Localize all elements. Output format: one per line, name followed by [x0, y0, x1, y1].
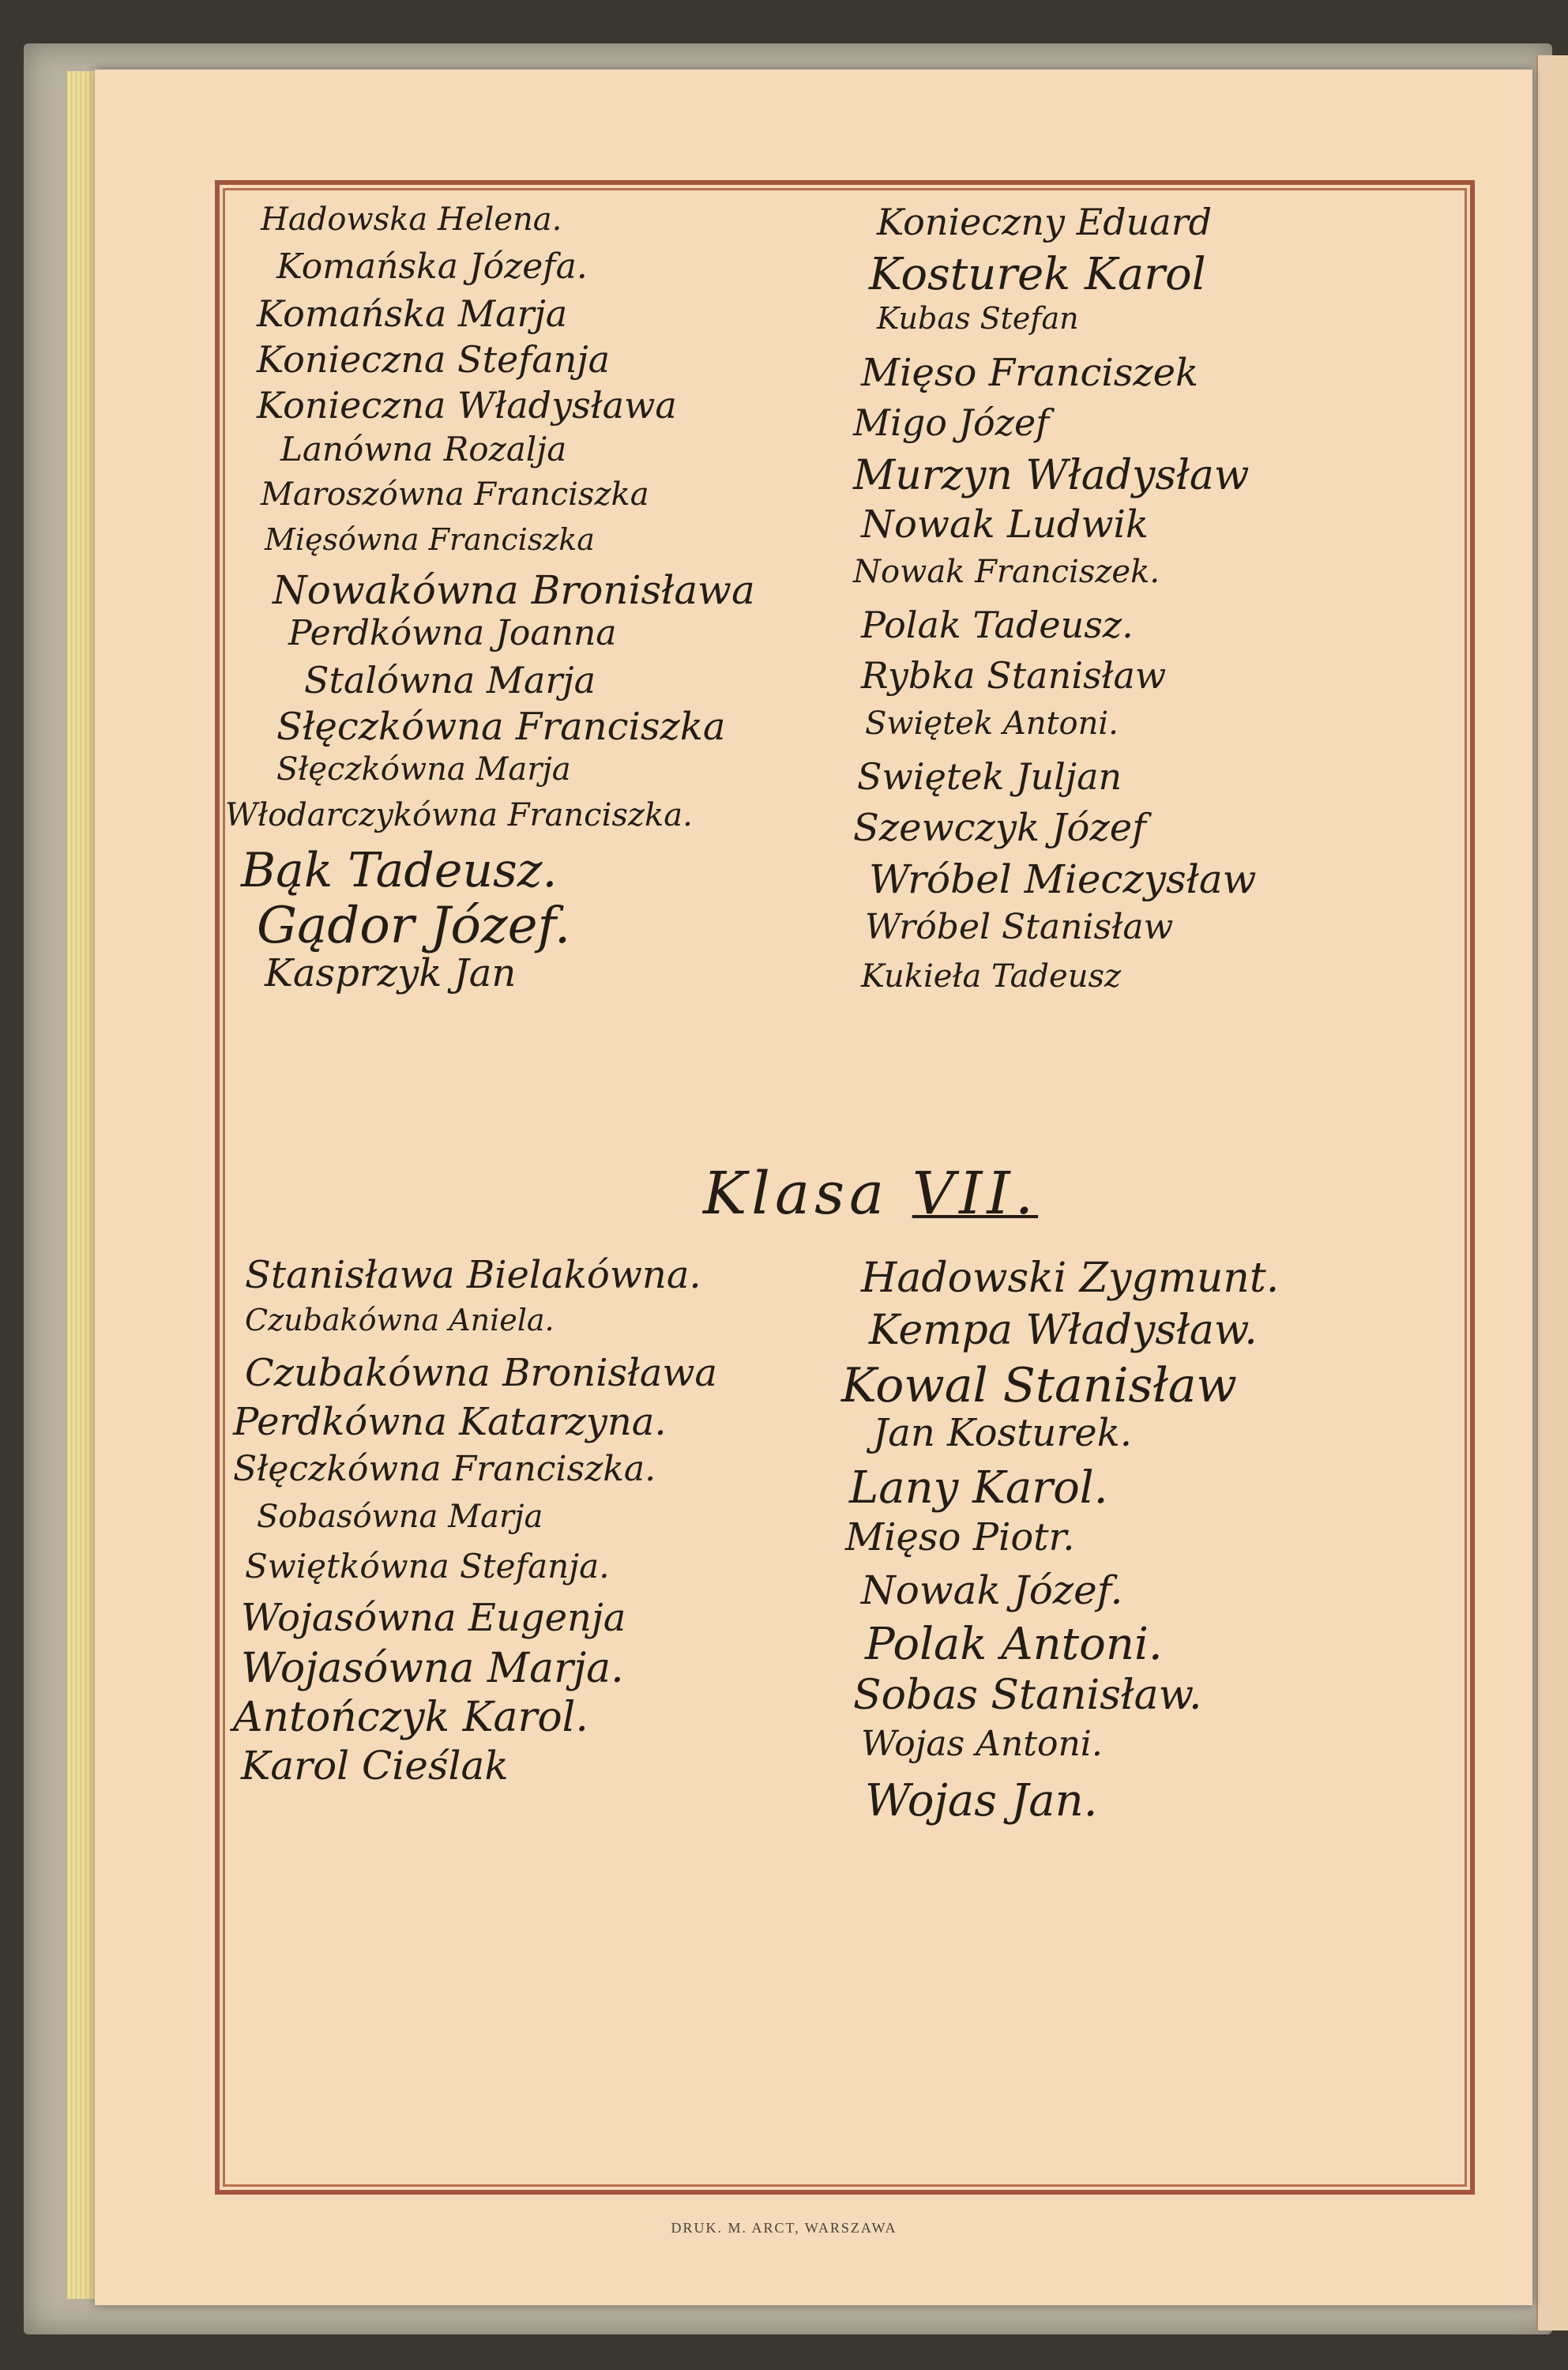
- lower-left-name: Słęczkówna Franciszka.: [233, 1449, 656, 1489]
- lower-right-name: Lany Karol.: [849, 1462, 1108, 1514]
- section-heading-word: Klasa: [703, 1160, 889, 1228]
- upper-right-name: Polak Tadeusz.: [861, 604, 1134, 646]
- upper-right-name: Murzyn Władysław: [853, 452, 1250, 499]
- lower-left-name: Czubakówna Aniela.: [245, 1303, 555, 1337]
- upper-right-name: Kubas Stefan: [877, 301, 1079, 336]
- lower-right-name: Hadowski Zygmunt.: [861, 1255, 1280, 1302]
- upper-left-name: Mięsówna Franciszka: [265, 522, 595, 557]
- upper-left-name: Maroszówna Franciszka: [261, 476, 649, 513]
- upper-left-name: Komańska Józefa.: [276, 246, 588, 287]
- upper-right-name: Kukieła Tadeusz: [861, 958, 1122, 995]
- upper-right-name: Wróbel Stanisław: [865, 907, 1174, 947]
- upper-right-name: Nowak Ludwik: [861, 502, 1149, 547]
- upper-right-name: Wróbel Mieczysław: [869, 856, 1257, 902]
- upper-left-name: Hadowska Helena.: [261, 201, 562, 238]
- upper-left-name: Gądor Józef.: [257, 897, 571, 955]
- upper-left-name: Stalówna Marja: [304, 659, 596, 702]
- page-edges: [67, 71, 97, 2299]
- lower-left-name: Swiętkówna Stefanja.: [245, 1547, 610, 1586]
- upper-left-name: Komańska Marja: [257, 292, 568, 335]
- lower-right-name: Polak Antoni.: [865, 1619, 1163, 1670]
- lower-left-name: Wojasówna Eugenja: [241, 1596, 626, 1640]
- lower-right-name: Sobas Stanisław.: [853, 1672, 1202, 1719]
- lower-left-name: Czubakówna Bronisława: [245, 1351, 718, 1395]
- upper-left-name: Bąk Tadeusz.: [241, 843, 558, 898]
- upper-left-name: Słęczkówna Franciszka: [276, 705, 726, 749]
- upper-right-name: Mięso Franciszek: [861, 351, 1199, 395]
- upper-left-name: Konieczna Władysława: [257, 384, 677, 427]
- upper-right-name: Rybka Stanisław: [861, 654, 1167, 697]
- adjacent-page-edge: [1536, 55, 1568, 2330]
- printer-imprint: DRUK. M. ARCT, WARSZAWA: [671, 2220, 897, 2236]
- lower-right-name: Kowal Stanisław: [841, 1358, 1237, 1413]
- upper-left-name: Słęczkówna Marja: [276, 751, 571, 788]
- upper-left-name: Perdkówna Joanna: [288, 613, 617, 653]
- upper-left-name: Kasprzyk Jan: [265, 951, 517, 995]
- upper-right-name: Nowak Franciszek.: [853, 554, 1160, 590]
- lower-right-name: Wojas Jan.: [865, 1775, 1098, 1826]
- lower-left-name: Antończyk Karol.: [233, 1694, 588, 1741]
- upper-right-name: Konieczny Eduard: [877, 201, 1213, 243]
- lower-left-name: Stanisława Bielakówna.: [245, 1253, 701, 1297]
- lower-right-name: Wojas Antoni.: [861, 1724, 1103, 1764]
- upper-left-name: Nowakówna Bronisława: [273, 567, 755, 613]
- upper-right-name: Swiętek Juljan: [857, 755, 1122, 798]
- upper-right-name: Swiętek Antoni.: [865, 705, 1119, 742]
- lower-left-name: Perdkówna Katarzyna.: [233, 1400, 667, 1444]
- section-heading-numeral: VII.: [912, 1160, 1039, 1228]
- lower-right-name: Mięso Piotr.: [845, 1515, 1075, 1559]
- upper-right-name: Migo Józef: [853, 401, 1050, 444]
- section-heading: [703, 1160, 1038, 1228]
- lower-left-name: Sobasówna Marja: [257, 1499, 543, 1535]
- lower-right-name: Kempa Władysław.: [869, 1307, 1258, 1354]
- upper-left-name: Lanówna Rozalja: [280, 430, 567, 468]
- upper-right-name: Kosturek Karol: [869, 249, 1206, 300]
- upper-left-name: Włodarczykówna Franciszka.: [225, 797, 693, 833]
- lower-left-name: Karol Cieślak: [241, 1743, 509, 1789]
- lower-right-name: Jan Kosturek.: [873, 1411, 1133, 1455]
- upper-right-name: Szewczyk Józef: [853, 806, 1146, 850]
- lower-left-name: Wojasówna Marja.: [241, 1645, 624, 1692]
- upper-left-name: Konieczna Stefanja: [257, 338, 611, 381]
- lower-right-name: Nowak Józef.: [861, 1567, 1123, 1613]
